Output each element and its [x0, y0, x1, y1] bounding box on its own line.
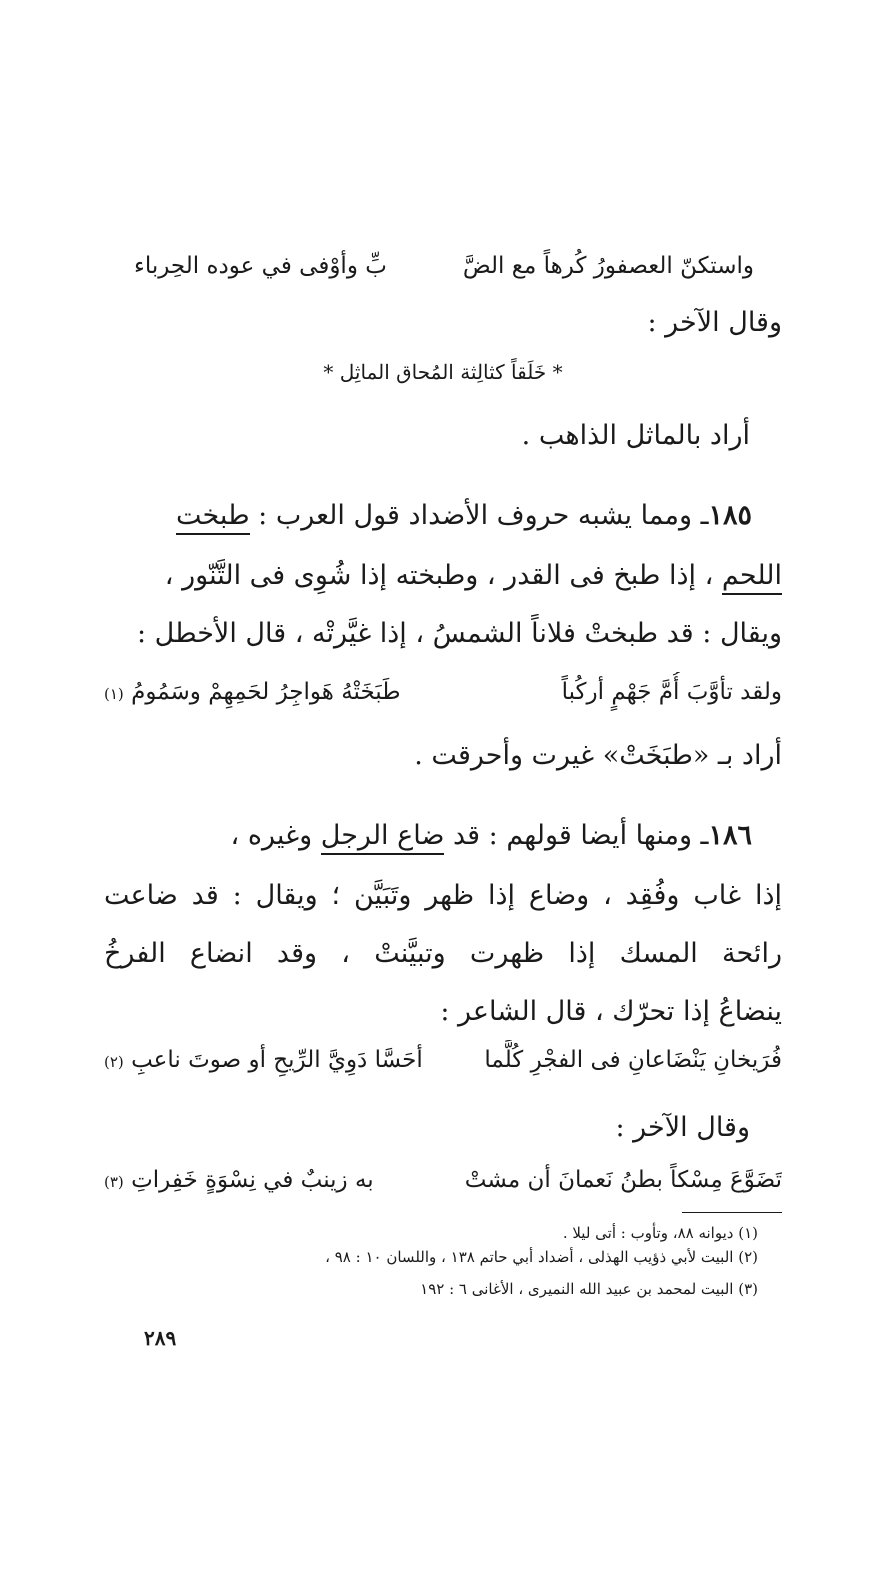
paragraph-185-text-b: ، إذا طبخ فى القدر ، وطبخته إذا شُوِى فى التَّنّور ، [164, 560, 714, 591]
paragraph-185-line-1 [104, 496, 752, 536]
paragraph-number-186: ١٨٦ [708, 820, 752, 851]
footnote-2: (٢) البيت لأبي ذؤيب الهذلى ، أضداد أبي حاتم ١٣٨ ، واللسان ١٠ : ٩٨ ، [325, 1248, 758, 1266]
paragraph-186-line-1 [104, 816, 752, 856]
intro-line-1: وقال الآخر : [647, 307, 782, 338]
page-number: ٢٨٩ [144, 1326, 177, 1350]
footnote-1: (١) ديوانه ٨٨، وتأوب : أتى ليلا . [562, 1224, 758, 1242]
verse-186-second-hemistich [104, 1040, 423, 1080]
paragraph-185-line-2 [104, 556, 782, 596]
footnote-ref-3: (٣) [104, 1173, 124, 1191]
paragraph-185-text-a: ـ ومما يشبه حروف الأضداد قول العرب : [258, 500, 709, 531]
paragraph-186-line-2: إذا غاب وفُقِد ، وضاع إذا ظهر وتَبَيَّن ؛ ويقال : قد ضاعت [104, 880, 782, 911]
verse-185-second-hemistich [104, 672, 401, 712]
paragraph-186-text-b: وغيره ، [230, 820, 313, 851]
half-verse: * خَلَقاً كثالِثة المُحاق الماثِل * [323, 360, 563, 384]
verse-186-second-text: أحَسَّا دَوِيَّ الرِّيحِ أو صوتَ ناعبِ [131, 1047, 423, 1073]
intro-line-2: وقال الآخر : [615, 1112, 750, 1143]
footnote-divider [682, 1212, 782, 1213]
verse-last-first-hemistich: تَضَوَّعَ مِسْكاً بطنُ نَعمانَ أن مشتْ [464, 1167, 782, 1193]
verse-top-first-hemistich: واستكنّ العصفورُ كُرهاً مع الضَّ [462, 253, 754, 279]
keyword-al-lahm: اللحم [722, 560, 782, 595]
footnote-ref-1: (١) [104, 685, 124, 703]
verse-last [104, 1160, 782, 1200]
verse-top [104, 246, 782, 286]
paragraph-185-line-3: ويقال : قد طبختْ فلاناً الشمسُ ، إذا غيَّرتْه ، قال الأخطل : [136, 618, 782, 649]
explanation-1: أراد بالماثل الذاهب . [521, 420, 750, 451]
verse-186-first-hemistich: فُرَيخانِ يَنْضَاعانِ فى الفجْرِ كُلَّما [484, 1047, 782, 1073]
footnote-3: (٣) البيت لمحمد بن عبيد الله النميرى ، الأغانى ٦ : ١٩٢ [420, 1280, 758, 1298]
keyword-tabakhat: طبخت [176, 500, 250, 535]
verse-top-second-hemistich: بِّ وأوْفى في عوده الحِرباء [134, 253, 387, 279]
paragraph-number-185: ١٨٥ [708, 500, 752, 531]
footnote-ref-2: (٢) [104, 1053, 124, 1071]
keyword-daa-al-rajul: ضاع الرجل [321, 820, 445, 855]
paragraph-186-line-4: ينضاعُ إذا تحرّك ، قال الشاعر : [440, 996, 782, 1027]
verse-185-first-hemistich: ولقد تأوَّبَ أُمَّ جَهْمٍ أركُباً [561, 679, 782, 705]
verse-185 [104, 672, 782, 712]
verse-last-second-hemistich [104, 1160, 374, 1200]
paragraph-186-text-a: ـ ومنها أيضا قولهم : قد [453, 820, 709, 851]
paragraph-186-line-3: رائحة المسك إذا ظهرت وتبيَّنتْ ، وقد انضاع الفرخُ [104, 938, 782, 969]
verse-185-second-text: طَبَخَتْهُ هَواجِرُ لحَمِهِمْ وسَمُومُ [131, 679, 401, 705]
verse-last-second-text: به زينبٌ في نِسْوَةٍ خَفِراتِ [131, 1167, 374, 1193]
verse-186 [104, 1040, 782, 1080]
explanation-185: أراد بـ «طبَخَتْ» غيرت وأحرقت . [414, 740, 782, 771]
